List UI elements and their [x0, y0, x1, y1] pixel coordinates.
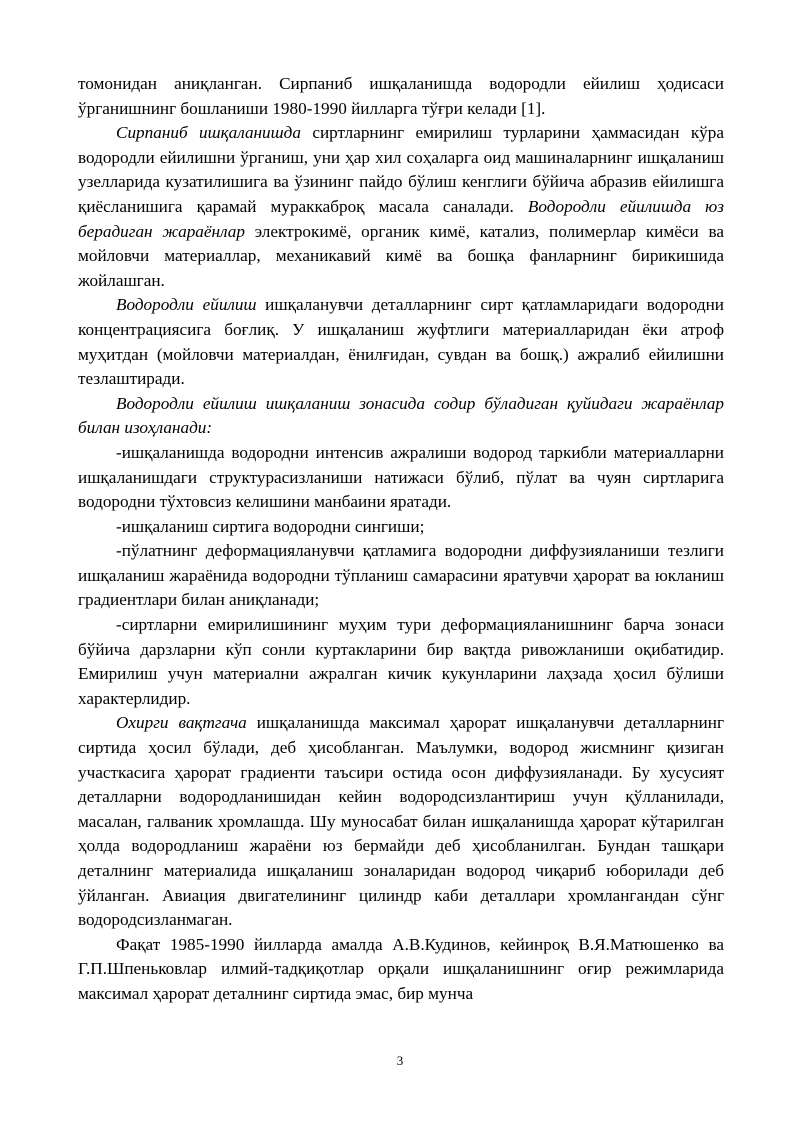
paragraph — [78, 539, 724, 613]
italic-text-segment: Охирги вақтгача — [116, 713, 247, 733]
paragraph — [78, 72, 724, 121]
paragraph — [78, 515, 724, 540]
text-segment: -сиртларни емирилишининг муҳим тури деформацияланишнинг барча зонаси бўйича дарзларни кўп сонли куртакларини бир вақтда ривожланиши оқибатидир. Емирилиш учун материални ажралган кичик кукунларини лаҳзада ҳосил бўлиши характерлидир. — [78, 615, 724, 708]
page-number: 3 — [396, 1053, 404, 1068]
text-segment: -пўлатнинг деформацияланувчи қатламига водородни диффузияланиши тезлиги ишқаланиш жараёнида водородни тўпланиш самарасини яратувчи ҳарорат ва юкланиш градиентлари билан аниқланади; — [78, 541, 724, 610]
italic-text-segment: Водородли ейилиш ишқаланиш зонасида содир бўладиган қуйидаги жараёнлар билан изоҳланади: — [78, 393, 724, 438]
text-segment: -ишқаланишда водородни интенсив ажралиши водород таркибли материалларни ишқаланишдаги структурасизланиши натижаси бўлиб, пўлат ва чуян сиртларига водородни тўхтовсиз келишини манбаини яратади. — [78, 442, 724, 512]
paragraph — [78, 293, 724, 391]
text-segment: сиртларнинг емирилиш турларини ҳаммасидан кўра водородли ейилишни ўрганиш, уни ҳар хил соҳаларга оид машиналарнинг ишқаланиш узелларида кузатилишига ва ўзининг пайдо бўлиш кенглиги бўйича абразив ейилишга қиёсланишига қарамай мураккаброқ масала саналади. — [78, 123, 724, 216]
text-segment: ишқаланувчи деталларнинг сирт қатламларидаги водородни концентрациясига боғлиқ. У ишқаланиш жуфтлиги материалларидан ёки атроф муҳитдан (мойловчи материалдан, ёнилғидан, сувдан ва бошқ.) ажралиб ейилишни тезлаштиради. — [78, 295, 725, 389]
italic-text-segment: Водородли ейилиш — [116, 295, 257, 315]
text-segment: ишқаланишда максимал ҳарорат ишқаланувчи деталларнинг сиртида ҳосил бўлади, деб ҳисобланган. Маълумки, водород жисмнинг қизиган участкасига ҳарорат градиенти таъсири остида осон диффузияланади. Бу хусусият деталларни водородланишидан кейин водородсизлантириш учун қўлланилади, масалан, галваник хромлашда. Шу муносабат билан ишқаланишда ҳарорат кўтарилган ҳолда водородланиш жараёни юз бермайди деб ҳисобланилган. Бундан ташқари деталнинг материалида ишқаланиш зоналаридан водород чиқариб юборилади деб ўйланган. Авиация двигателининг цилиндр каби деталлари хромлангандан сўнг водородсизланмаган. — [78, 713, 724, 930]
text-segment: -ишқаланиш сиртига водородни сингиши; — [116, 516, 425, 536]
paragraph — [78, 613, 724, 711]
paragraph — [78, 711, 724, 932]
text-segment: электрокимё, органик кимё, катализ, полимерлар кимёси ва мойловчи материаллар, механикавий кимё ва бошқа фанларнинг бирикишида жойлашган. — [78, 221, 724, 290]
paragraph — [78, 933, 724, 1007]
document-body — [78, 72, 724, 1007]
italic-text-segment: Сирпаниб ишқаланишда — [116, 123, 301, 143]
paragraph — [78, 441, 724, 515]
text-segment: Фақат 1985-1990 йилларда амалда А.В.Кудинов, кейинроқ В.Я.Матюшенко ва Г.П.Шпеньковлар илмий-тадқиқотлар орқали ишқаланишнинг оғир режимларида максимал ҳарорат деталнинг сиртида эмас, бир мунча — [78, 934, 724, 1003]
text-segment: томонидан аниқланган. Сирпаниб ишқаланишда водородли ейилиш ҳодисаси ўрганишнинг бошланиши 1980-1990 йилларга тўғри келади [1]. — [78, 74, 724, 118]
paragraph — [78, 121, 724, 293]
paragraph — [78, 392, 724, 441]
italic-text-segment: Водородли ейилишда юз берадиган жараёнлар — [78, 196, 724, 241]
